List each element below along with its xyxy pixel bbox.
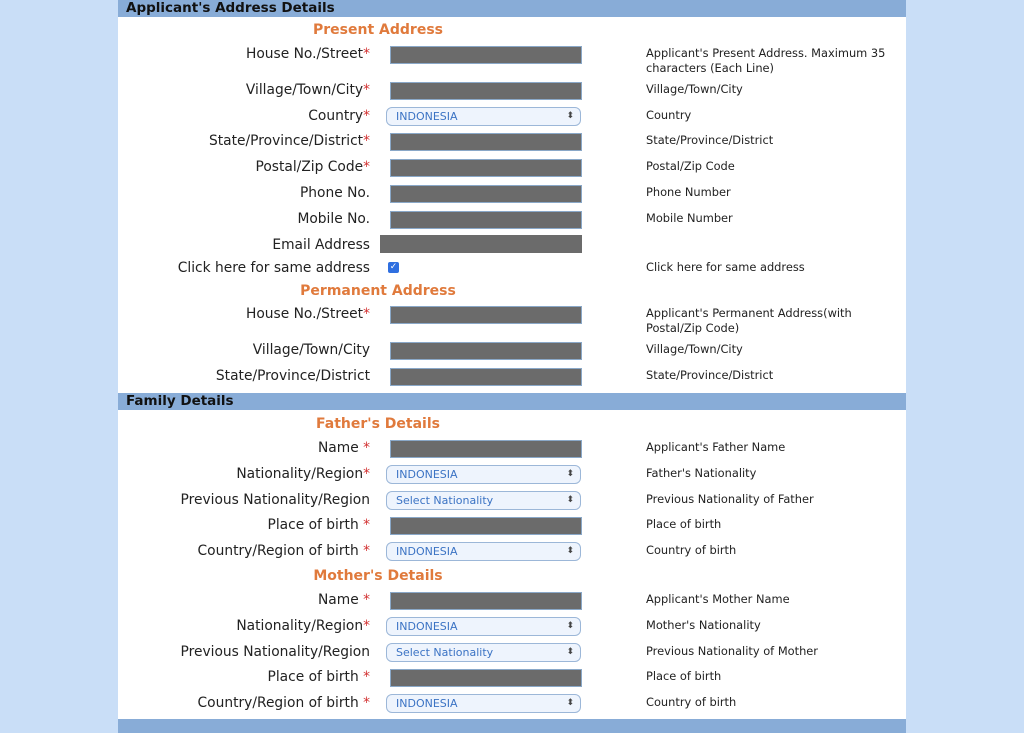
present-mobile-label: Mobile No. [297,211,370,227]
present-email-label: Email Address [272,237,370,253]
permanent-state-label: State/Province/District [215,368,370,384]
father-prev-nationality-select[interactable]: Select Nationality ⬍ [386,491,581,510]
father-name-help: Applicant's Father Name [646,440,786,454]
updown-chevron-icon: ⬍ [566,469,574,479]
present-postal-input[interactable] [390,159,582,177]
present-country-label: Country* [308,108,370,124]
permanent-house-label: House No./Street* [245,306,370,322]
father-nationality-label: Nationality/Region* [236,466,370,482]
present-phone-help: Phone Number [646,185,731,199]
permanent-address-heading: Permanent Address [300,283,456,299]
permanent-house-input[interactable] [390,306,582,324]
father-cob-label: Country/Region of birth * [197,543,370,559]
permanent-state-help: State/Province/District [646,368,774,382]
present-state-help: State/Province/District [646,133,774,147]
mother-pob-input[interactable] [390,669,582,687]
present-address-heading: Present Address [313,22,443,38]
present-postal-help: Postal/Zip Code [646,159,735,173]
mother-pob-help: Place of birth [646,669,722,683]
updown-chevron-icon: ⬍ [566,647,574,657]
present-postal-label: Postal/Zip Code* [255,159,370,175]
updown-chevron-icon: ⬍ [566,546,574,556]
mother-nationality-label: Nationality/Region* [236,618,370,634]
same-address-label: Click here for same address [177,260,370,276]
updown-chevron-icon: ⬍ [566,621,574,631]
father-cob-select[interactable]: INDONESIA ⬍ [386,542,581,561]
present-country-help: Country [646,108,692,122]
permanent-village-label: Village/Town/City [252,342,370,358]
updown-chevron-icon: ⬍ [566,698,574,708]
permanent-state-input[interactable] [390,368,582,386]
father-pob-input[interactable] [390,517,582,535]
father-details-heading: Father's Details [316,416,440,432]
present-house-label: House No./Street* [245,46,370,62]
mother-cob-label: Country/Region of birth * [197,695,370,711]
mother-prev-nationality-label: Previous Nationality/Region [180,644,370,660]
checkmark-icon: ✓ [389,262,398,272]
present-state-input[interactable] [390,133,582,151]
permanent-house-help: Applicant's Permanent Address(with Postal/Zip Code) [646,306,852,335]
mother-name-label: Name * [317,592,370,608]
updown-chevron-icon: ⬍ [566,495,574,505]
present-country-select[interactable]: INDONESIA ⬍ [386,107,581,126]
present-mobile-input[interactable] [390,211,582,229]
address-section-bar: Applicant's Address Details [118,0,906,17]
present-house-help: Applicant's Present Address. Maximum 35 characters (Each Line) [646,46,886,75]
mother-pob-label: Place of birth * [267,669,370,685]
father-nationality-select[interactable]: INDONESIA ⬍ [386,465,581,484]
mother-prev-nationality-select[interactable]: Select Nationality ⬍ [386,643,581,662]
form-panel [118,0,906,733]
present-email-input[interactable] [380,235,582,253]
father-name-label: Name * [317,440,370,456]
mother-details-heading: Mother's Details [313,568,443,584]
mother-name-input[interactable] [390,592,582,610]
father-prev-nationality-help: Previous Nationality of Father [646,492,814,506]
present-mobile-help: Mobile Number [646,211,733,225]
present-village-input[interactable] [390,82,582,100]
mother-nationality-select[interactable]: INDONESIA ⬍ [386,617,581,636]
permanent-village-help: Village/Town/City [646,342,743,356]
mother-cob-help: Country of birth [646,695,737,709]
father-cob-help: Country of birth [646,543,737,557]
family-section-bar: Family Details [118,393,906,410]
mother-cob-select[interactable]: INDONESIA ⬍ [386,694,581,713]
father-prev-nationality-label: Previous Nationality/Region [180,492,370,508]
present-phone-input[interactable] [390,185,582,203]
father-pob-label: Place of birth * [267,517,370,533]
updown-chevron-icon: ⬍ [566,111,574,121]
present-phone-label: Phone No. [299,185,370,201]
father-nationality-help: Father's Nationality [646,466,757,480]
present-village-label: Village/Town/City* [245,82,370,98]
mother-name-help: Applicant's Mother Name [646,592,790,606]
mother-nationality-help: Mother's Nationality [646,618,761,632]
same-address-help: Click here for same address [646,260,805,274]
permanent-village-input[interactable] [390,342,582,360]
present-house-input[interactable] [390,46,582,64]
mother-prev-nationality-help: Previous Nationality of Mother [646,644,818,658]
same-address-checkbox[interactable] [388,262,399,273]
father-name-input[interactable] [390,440,582,458]
present-state-label: State/Province/District* [209,133,370,149]
next-section-bar [118,719,906,733]
present-village-help: Village/Town/City [646,82,743,96]
father-pob-help: Place of birth [646,517,722,531]
